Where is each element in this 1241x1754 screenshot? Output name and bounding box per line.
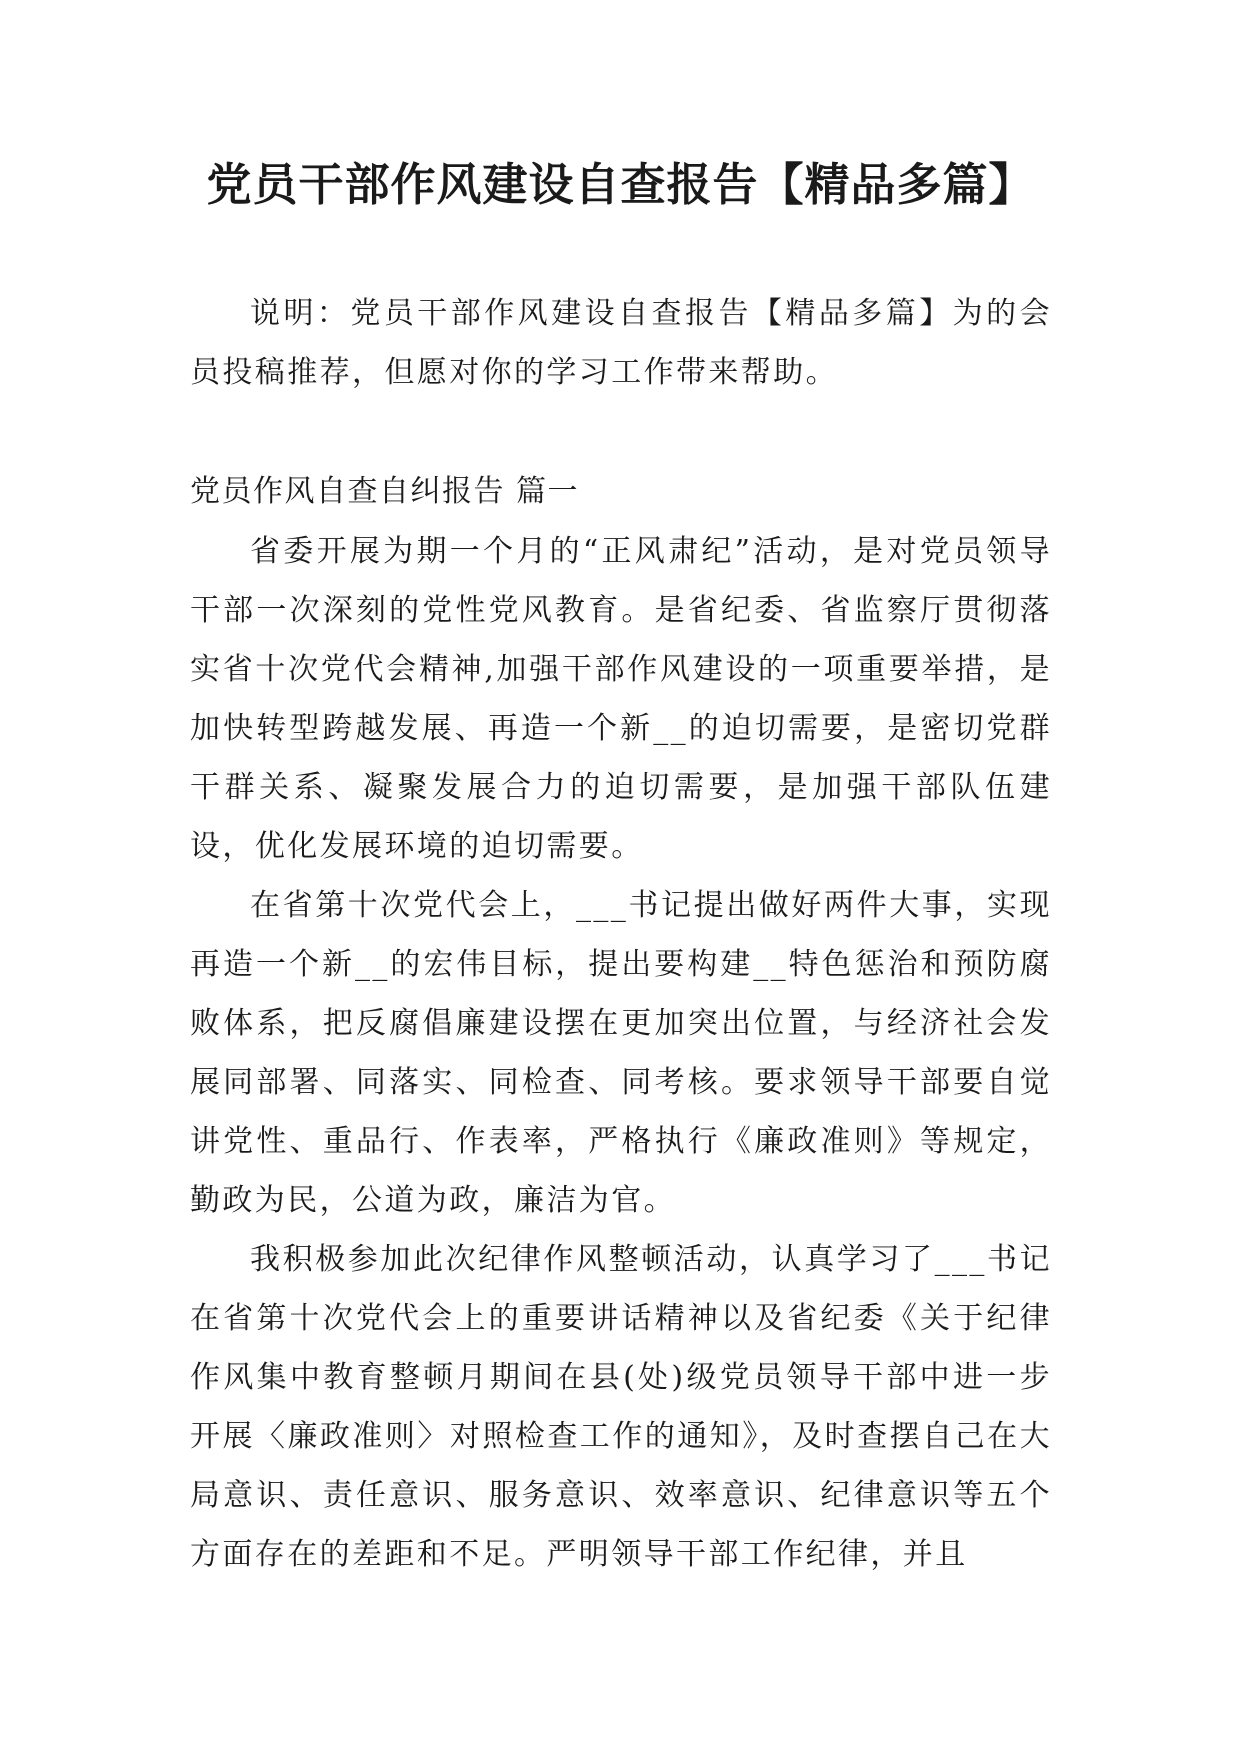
body-paragraph-1: 省委开展为期一个月的“正风肃纪”活动，是对党员领导干部一次深刻的党性党风教育。是省纪委、省监察厅贯彻落实省十次党代会精神,加强干部作风建设的一项重要举措，是加快转型跨越发展、再造一个新__的迫切需要，是密切党群干群关系、凝聚发展合力的迫切需要，是加强干部队伍建设，优化发展环境的迫切需要。	[190, 534, 1052, 864]
section-heading: 党员作风自查自纠报告 篇一	[190, 474, 580, 509]
body-paragraph-2: 在省第十次党代会上，___书记提出做好两件大事，实现再造一个新__的宏伟目标，提出要构建__特色惩治和预防腐败体系，把反腐倡廉建设摆在更加突出位置，与经济社会发展同部署、同落实、同检查、同考核。要求领导干部要自觉讲党性、重品行、作表率，严格执行《廉政准则》等规定，勤政为民，公道为政，廉洁为官。	[190, 888, 1052, 1218]
document-title: 党员干部作风建设自查报告【精品多篇】	[206, 158, 1035, 211]
body-paragraph-3: 我积极参加此次纪律作风整顿活动，认真学习了___书记在省第十次党代会上的重要讲话精神以及省纪委《关于纪律作风集中教育整顿月期间在县(处)级党员领导干部中进一步开展〈廉政准则〉对照检查工作的通知》，及时查摆自己在大局意识、责任意识、服务意识、效率意识、纪律意识等五个方面存在的差距和不足。严明领导干部工作纪律，并且	[190, 1242, 1052, 1572]
intro-paragraph: 说明：党员干部作风建设自查报告【精品多篇】为的会员投稿推荐，但愿对你的学习工作带来帮助。	[190, 296, 1052, 390]
body-paragraphs	[190, 522, 1052, 1584]
